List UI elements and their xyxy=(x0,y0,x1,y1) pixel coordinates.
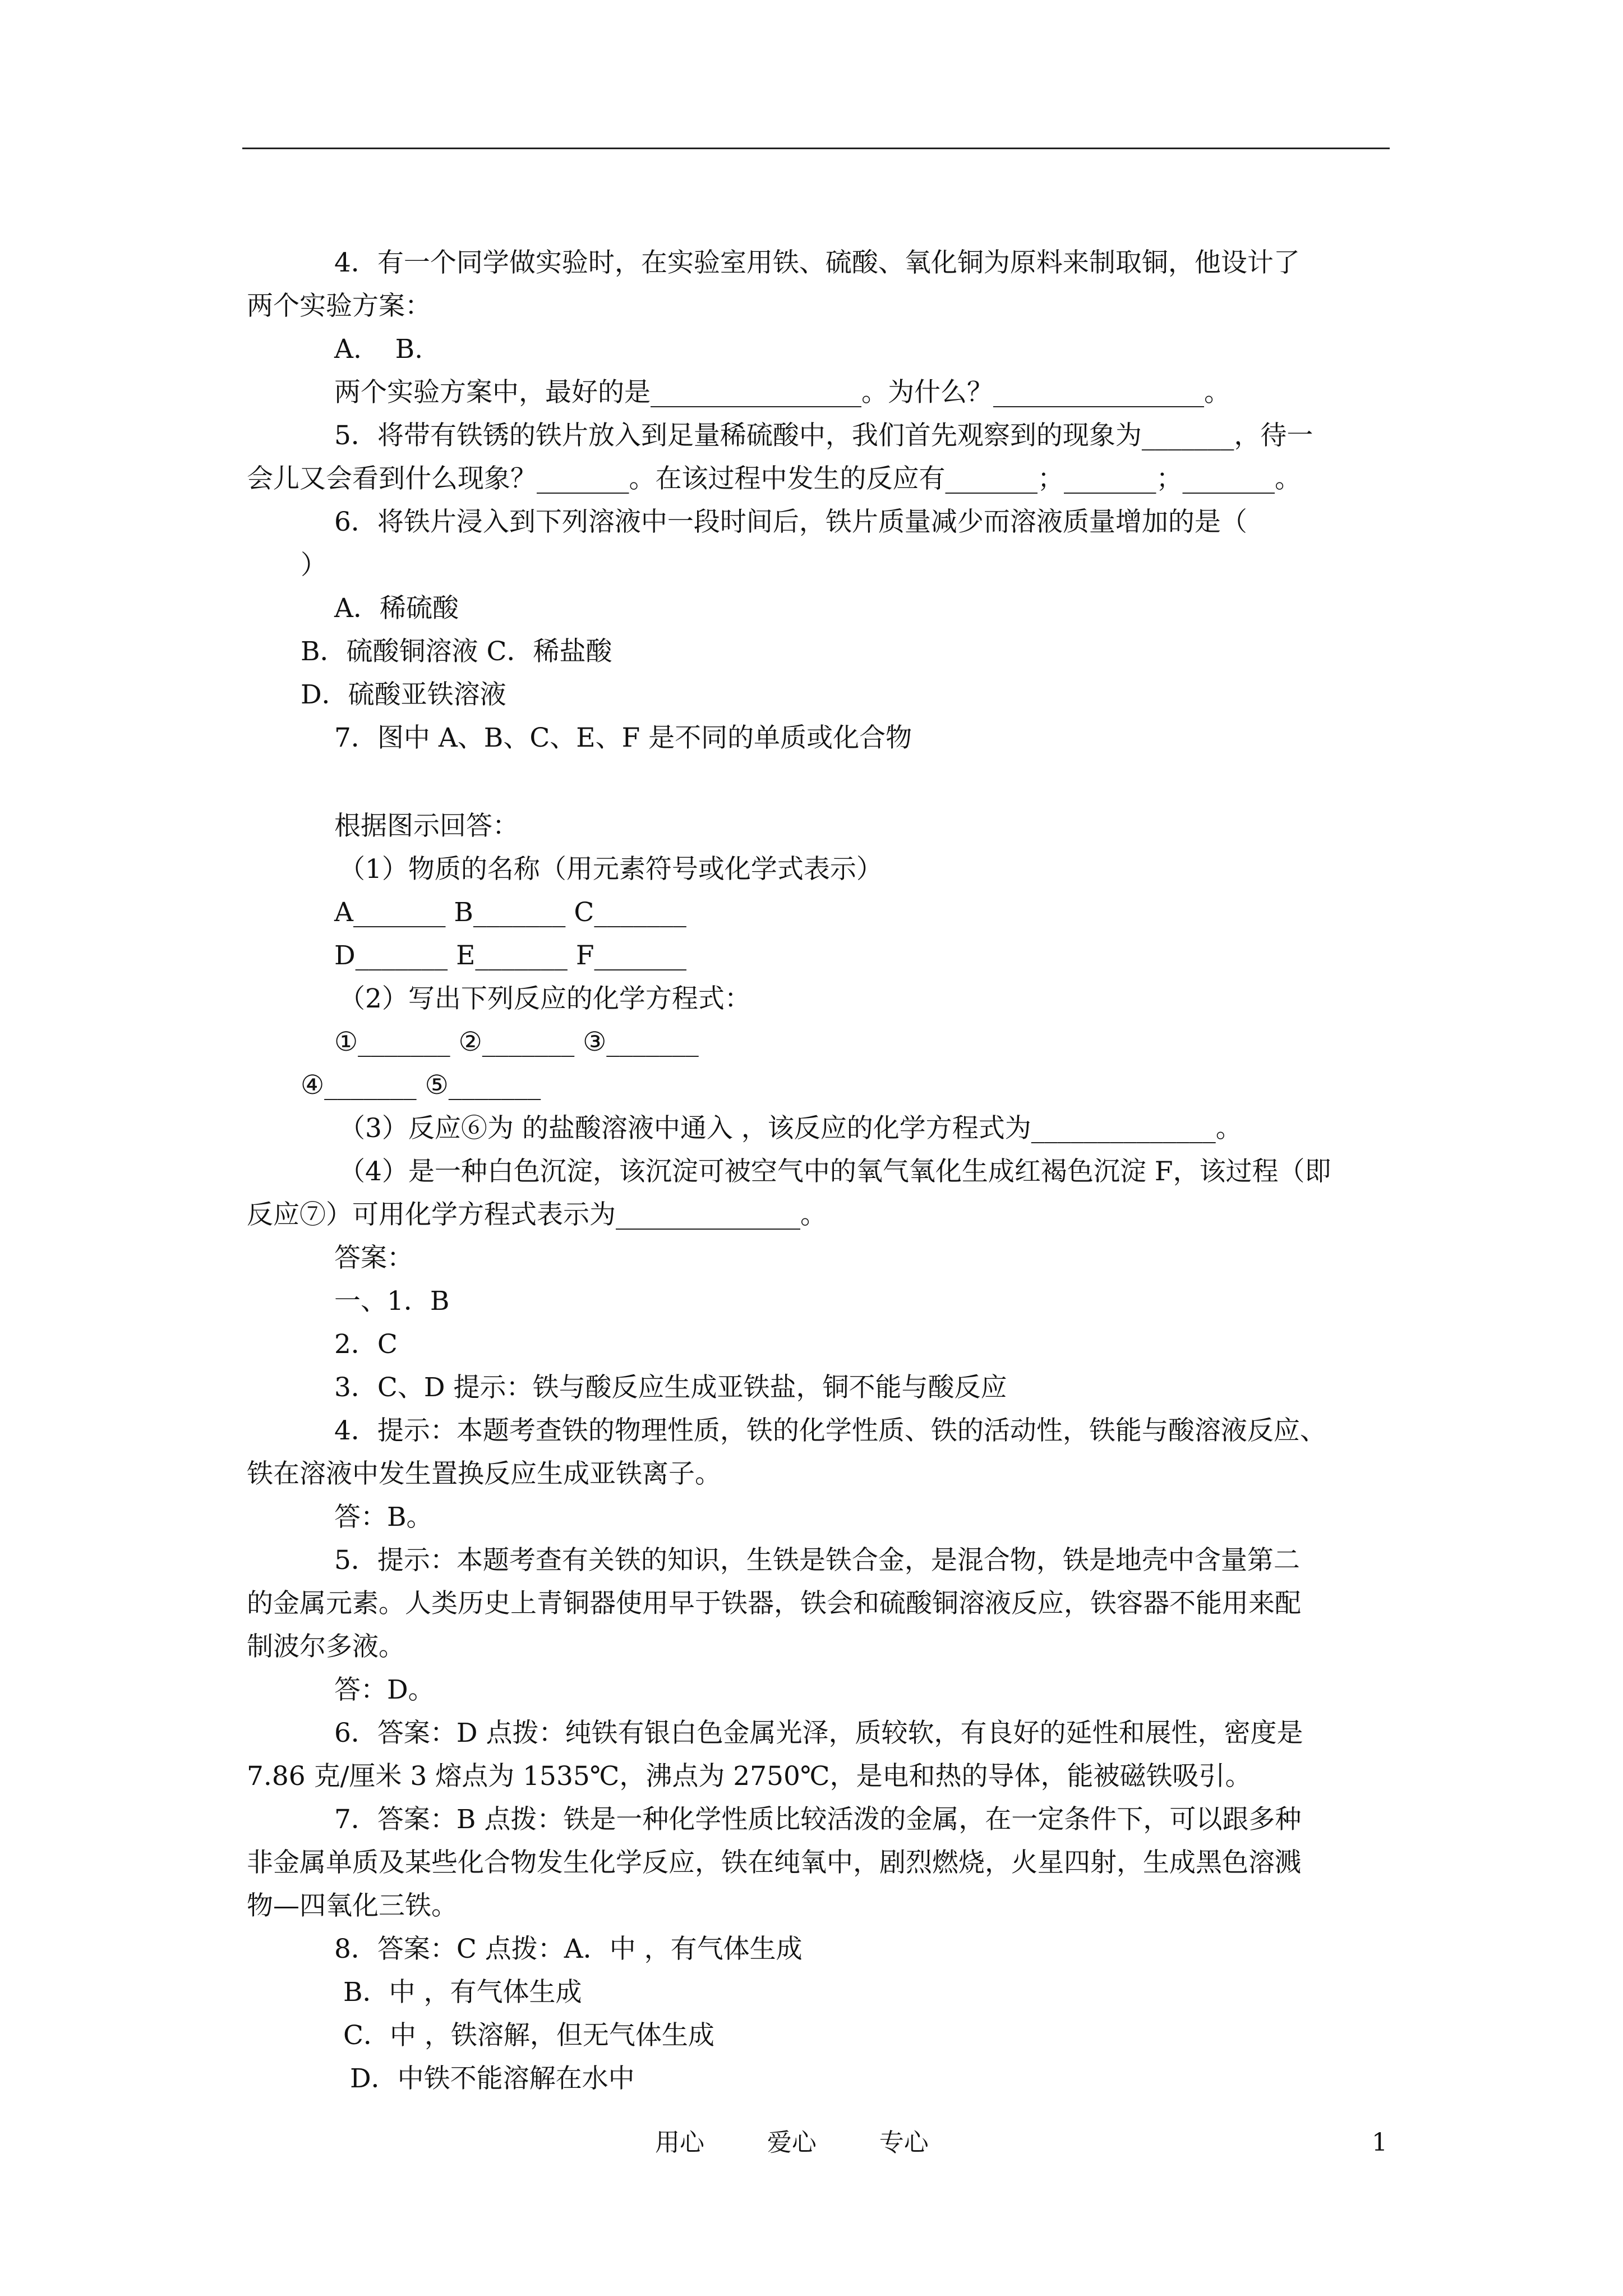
question-7-part-3: （3）反应⑥为 的盐酸溶液中通入 ，该反应的化学方程式为______________。 xyxy=(339,1113,1242,1144)
question-7-part-2: （2）写出下列反应的化学方程式： xyxy=(339,983,751,1014)
answer-7-line-1: 7．答案：B 点拨：铁是一种化学性质比较活泼的金属，在一定条件下，可以跟多种 xyxy=(334,1804,1302,1835)
answers-heading: 答案： xyxy=(334,1243,413,1273)
answer-8-option-b: B．中 ，有气体生成 xyxy=(343,1977,582,2008)
question-4-line-2: 两个实验方案： xyxy=(247,291,431,321)
answer-4-line-1: 4．提示：本题考查铁的物理性质，铁的化学性质、铁的活动性，铁能与酸溶液反应、 xyxy=(334,1415,1326,1446)
question-7-part-2-123: ①_______ ②_______ ③_______ xyxy=(334,1027,699,1057)
question-7-part-1: （1）物质的名称（用元素符号或化学式表示） xyxy=(339,854,883,885)
question-6-option-bc: B．硫酸铜溶液 C．稀盐酸 xyxy=(301,636,612,667)
document-body xyxy=(247,241,1391,2100)
answer-7-line-2: 非金属单质及某些化合物发生化学反应，铁在纯氧中，剧烈燃烧，火星四射，生成黑色溶溅 xyxy=(247,1847,1301,1878)
question-7-line-1: 7．图中 A、B、C、E、F 是不同的单质或化合物 xyxy=(334,723,912,753)
question-6-option-a: A．稀硫酸 xyxy=(334,593,459,624)
answer-5-line-2: 的金属元素。人类历史上青铜器使用早于铁器，铁会和硫酸铜溶液反应，铁容器不能用来配 xyxy=(247,1588,1301,1619)
question-4-options: A. B. xyxy=(334,334,423,365)
answer-6-line-1: 6．答案：D 点拨：纯铁有银白色金属光泽，质较软，有良好的延性和展性，密度是 xyxy=(334,1718,1303,1749)
question-5-line-2: 会儿又会看到什么现象？_______。在该过程中发生的反应有_______；_______；_______。 xyxy=(247,463,1301,494)
question-7-part-1-abc: A_______ B_______ C_______ xyxy=(334,897,686,928)
question-6-line-1: 6．将铁片浸入到下列溶液中一段时间后，铁片质量减少而溶液质量增加的是（ xyxy=(334,507,1247,537)
question-4-blank: 两个实验方案中，最好的是________________。为什么？________________。 xyxy=(334,377,1230,408)
figure-space xyxy=(247,760,1391,804)
answer-8-option-c: C．中 ，铁溶解，但无气体生成 xyxy=(343,2020,714,2051)
question-7-part-2-45: ④_______ ⑤_______ xyxy=(301,1070,541,1101)
answer-8-line-1: 8．答案：C 点拨：A．中 ，有气体生成 xyxy=(334,1934,803,1964)
question-7-part-4-line-2: 反应⑦）可用化学方程式表示为______________。 xyxy=(247,1199,827,1230)
answer-7-line-3: 物—四氧化三铁。 xyxy=(247,1890,458,1921)
answer-3: 3．C、D 提示：铁与酸反应生成亚铁盐，铜不能与酸反应 xyxy=(334,1372,1007,1403)
answer-5-line-3: 制波尔多液。 xyxy=(247,1631,405,1662)
answer-5-line-1: 5．提示：本题考查有关铁的知识，生铁是铁合金，是混合物，铁是地壳中含量第二 xyxy=(334,1545,1300,1576)
page-number: 1 xyxy=(1372,2128,1387,2157)
answer-1: 一、1．B xyxy=(334,1286,450,1317)
question-5-line-1: 5．将带有铁锈的铁片放入到足量稀硫酸中，我们首先观察到的现象为_______，待一 xyxy=(334,420,1313,451)
question-6-option-d: D．硫酸亚铁溶液 xyxy=(301,679,506,710)
question-6-line-2: ） xyxy=(301,550,327,581)
answer-6-line-2: 7.86 克/厘米 3 熔点为 1535℃，沸点为 2750℃，是电和热的导体，能被磁铁吸引。 xyxy=(247,1761,1252,1792)
answer-4-result: 答：B。 xyxy=(334,1502,433,1533)
question-7-part-4-line-1: （4）是一种白色沉淀，该沉淀可被空气中的氧气氧化生成红褐色沉淀 F，该过程（即 xyxy=(339,1156,1331,1187)
answer-4-line-2: 铁在溶液中发生置换反应生成亚铁离子。 xyxy=(247,1458,721,1489)
answer-8-option-d: D．中铁不能溶解在水中 xyxy=(350,2063,635,2094)
answer-2: 2．C xyxy=(334,1329,398,1360)
question-7-part-1-def: D_______ E_______ F_______ xyxy=(334,940,686,971)
header-rule xyxy=(242,148,1390,149)
answer-5-result: 答：D。 xyxy=(334,1674,435,1705)
question-4-line-1: 4．有一个同学做实验时，在实验室用铁、硫酸、氧化铜为原料来制取铜，他设计了 xyxy=(334,247,1300,278)
question-7-prompt: 根据图示回答： xyxy=(334,811,519,841)
footer-motto: 用心 爱心 专心 xyxy=(655,2128,929,2157)
